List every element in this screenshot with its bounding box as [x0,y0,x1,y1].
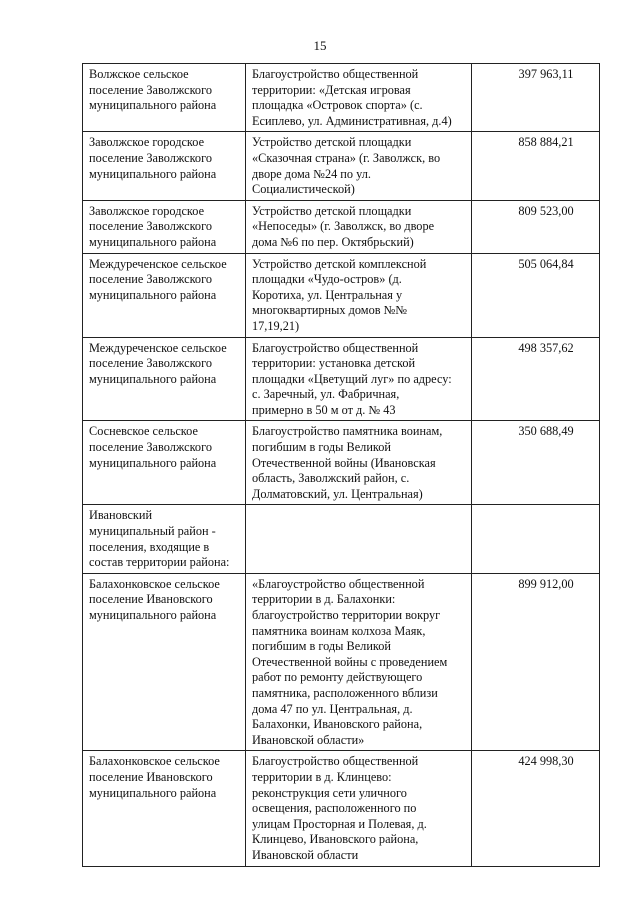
subsidy-table [82,63,600,867]
amount-cell [472,505,600,573]
page-number: 15 [313,38,327,53]
recipient-cell: Междуреченское сельское поселение Заволжского муниципального района [83,337,246,421]
table-row [83,132,600,200]
recipient-cell: Волжское сельское поселение Заволжского муниципального района [83,64,246,132]
project-cell [246,505,472,573]
amount-cell: 809 523,00 [472,200,600,253]
table-row [83,64,600,132]
table-row [83,573,600,751]
project-cell: Устройство детской площадки «Непоседы» (г. Заволжск, во дворе дома №6 по пер. Октябрьский) [246,200,472,253]
project-cell: Благоустройство общественной территории в д. Клинцево: реконструкция сети уличного освещения, расположенного по улицам Просторная и Полевая, д. Клинцево, Ивановского района, Ивановской области [246,751,472,866]
recipient-cell: Балахонковское сельское поселение Ивановского муниципального района [83,573,246,751]
table-row [83,421,600,505]
project-cell: Устройство детской площадки «Сказочная страна» (г. Заволжск, во дворе дома №24 по ул. Социалистической) [246,132,472,200]
recipient-cell: Балахонковское сельское поселение Ивановского муниципального района [83,751,246,866]
recipient-cell: Междуреченское сельское поселение Заволжского муниципального района [83,253,246,337]
amount-cell: 424 998,30 [472,751,600,866]
recipient-cell: Заволжское городское поселение Заволжского муниципального района [83,132,246,200]
table-row [83,337,600,421]
table-row [83,200,600,253]
amount-cell: 505 064,84 [472,253,600,337]
amount-cell: 397 963,11 [472,64,600,132]
project-cell: Устройство детской комплексной площадки «Чудо-остров» (д. Коротиха, ул. Центральная у многоквартирных домов №№ 17,19,21) [246,253,472,337]
recipient-cell: Заволжское городское поселение Заволжского муниципального района [83,200,246,253]
project-cell: Благоустройство общественной территории: установка детской площадки «Цветущий луг» по адресу: с. Заречный, ул. Фабричная, примерно в 50 м от д. № 43 [246,337,472,421]
recipient-cell: Ивановский муниципальный район - поселения, входящие в состав территории района: [83,505,246,573]
recipient-cell: Сосневское сельское поселение Заволжского муниципального района [83,421,246,505]
amount-cell: 858 884,21 [472,132,600,200]
table-row [83,253,600,337]
project-cell: Благоустройство памятника воинам, погибшим в годы Великой Отечественной войны (Ивановская область, Заволжский район, с. Долматовский, ул. Центральная) [246,421,472,505]
project-cell: «Благоустройство общественной территории в д. Балахонки: благоустройство территории вокруг памятника воинам колхоза Маяк, погибшим в годы Великой Отечественной войны с проведением работ по ремонту действующего памятника, расположенного вблизи дома 47 по ул. Центральная, д. Балахонки, Ивановского района, Ивановской области» [246,573,472,751]
amount-cell: 498 357,62 [472,337,600,421]
table-row [83,505,600,573]
table-row [83,751,600,866]
project-cell: Благоустройство общественной территории: «Детская игровая площадка «Островок спорта» (с. Есиплево, ул. Административная, д.4) [246,64,472,132]
amount-cell: 350 688,49 [472,421,600,505]
amount-cell: 899 912,00 [472,573,600,751]
